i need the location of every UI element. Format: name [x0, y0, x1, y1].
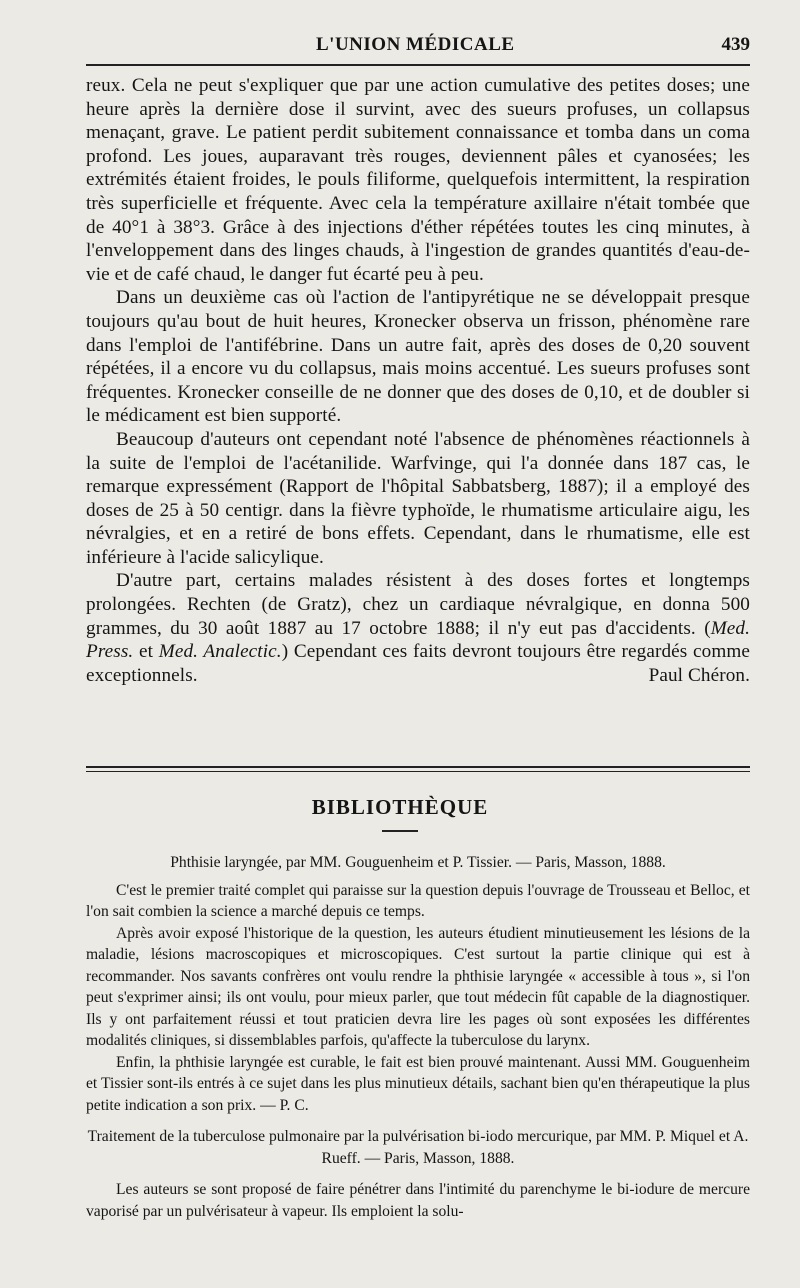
- running-title: L'UNION MÉDICALE: [316, 34, 515, 55]
- paragraph-1: reux. Cela ne peut s'expliquer que par une action cumulative des petites doses; une heure après la dernière dose il survint, avec des sueurs profuses, un collapsus menaçant, grave. Le patient perdit subitement connaissance et tomba dans un coma profond. Les joues, auparavant très rouges, deviennent pâles et cyanosées; les extrémités étaient froides, le pouls filiforme, quelquefois intermittent, la respiration très superficielle et fréquente. Avec cela la température axillaire n'était tombée que de 40°1 à 38°3. Grâce à des injections d'éther répétées toutes les cinq minutes, à l'enveloppement dans des linges chauds, à l'ingestion de grandes quantités d'eau-de-vie et de café chaud, le danger fut écarté peu à peu.: [86, 75, 750, 285]
- entry-2-title: Traitement de la tuberculose pulmonaire par la pulvérisation bi-iodo mercurique, par MM. P. Miquel et A. Rueff. — Paris, Masson, 1888.: [87, 1128, 749, 1167]
- entry-1-paragraph-2: Après avoir exposé l'historique de la question, les auteurs étudient minutieusement les lésions de la maladie, lésions macroscopiques et microscopiques. C'est surtout la partie clinique qui est à recommander. Nos savants confrères ont voulu rendre la phthisie laryngée « accessible à tous », si l'on peut s'exprimer ainsi; ils ont voulu, pour mieux parler, que tout médecin fût capable de la diagnostiquer. Ils y ont parfaitement réussi et tout praticien devra lire les pages où sont exposées les différentes modalités cliniques, si dissemblables parfois, qu'affecte la tuberculose du larynx.: [86, 924, 750, 1049]
- section-title: BIBLIOTHÈQUE: [311, 795, 489, 819]
- title-underline: [382, 830, 418, 832]
- entry-1-paragraph-1: C'est le premier traité complet qui paraisse sur la question depuis l'ouvrage de Trousseau et Belloc, et l'on sait combien la science a marché depuis ce temps.: [86, 881, 750, 920]
- paragraph-3: Beaucoup d'auteurs ont cependant noté l'absence de phénomènes réactionnels à la suite de l'emploi de l'acétanilide. Warfvinge, qui l'a donnée dans 187 cas, le remarque expressément (Rapport de l'hôpital Sabbatsberg, 1887); il a employé des doses de 25 à 50 centigr. dans la fièvre typhoïde, le rhumatisme articulaire aigu, les névralgies, et en a retiré de bons effets. Cependant, dans le rhumatisme, elle est inférieure à l'acide salicylique.: [86, 428, 750, 568]
- reference-med-analectic: Med. Analectic.: [158, 641, 282, 663]
- bibliography-section: [86, 852, 750, 1222]
- paragraph-4-text: D'autre part, certains malades résistent à des doses fortes et longtemps prolongées. Rechten (de Gratz), chez un cardiaque névralgique, en donna 500 grammes, du 30 août 1887 au 17 octobre 1888; il n'y eut pas d'accidents.: [86, 570, 750, 639]
- paragraph-4-end: Cependant ces faits devront toujours être regardés comme exceptionnels.: [86, 641, 750, 686]
- author-signature: Paul Chéron.: [648, 664, 750, 686]
- section-rule-top: [86, 766, 750, 768]
- header-rule: [86, 64, 750, 66]
- entry-1-paragraph-3: Enfin, la phthisie laryngée est curable, le fait est bien prouvé maintenant. Aussi MM. Gouguenheim et Tissier sont-ils entrés à ce sujet dans les plus minutieux détails, sachant bien qu'en thérapeutique la plus petite indication a son prix. — P. C.: [86, 1053, 750, 1114]
- article-body: [86, 74, 750, 687]
- entry-1-title: Phthisie laryngée, par MM. Gouguenheim et P. Tissier. — Paris, Masson, 1888.: [170, 854, 666, 871]
- page-header: [86, 34, 750, 62]
- paragraph-2: Dans un deuxième cas où l'action de l'antipyrétique ne se développait presque toujours qu'au bout de huit heures, Kronecker observa un frisson, phénomène rare dans l'emploi de l'antifébrine. Dans un autre fait, après des doses de 0,20 souvent répétées, il a encore vu du collapsus, mais moins accentué. Les sueurs profuses sont fréquentes. Kronecker conseille de ne donner que des doses de 0,10, et de doubler si le médicament est bien supporté.: [86, 287, 750, 427]
- page-number: 439: [721, 34, 750, 55]
- section-rule-bottom: [86, 771, 750, 772]
- entry-2-paragraph-1: Les auteurs se sont proposé de faire pénétrer dans l'intimité du parenchyme le bi-iodure de mercure vaporisé par un pulvérisateur à vapeur. Ils emploient la solu-: [86, 1181, 750, 1220]
- reference-connector: et: [133, 641, 159, 663]
- paragraph-4: D'autre part, certains malades résistent à des doses fortes et longtemps prolongées. Rechten (de Gratz), chez un cardiaque névralgique, en donna 500 grammes, du 30 août 1887 au 17 octobre 1888; il n'y eut pas d'accidents. (Med. Press. et Med. Analectic.) Cependant ces faits devront toujours être regardés comme exceptionnels. Paul Chéron.: [86, 570, 750, 686]
- reference-med-press: Med. Press.: [86, 617, 750, 663]
